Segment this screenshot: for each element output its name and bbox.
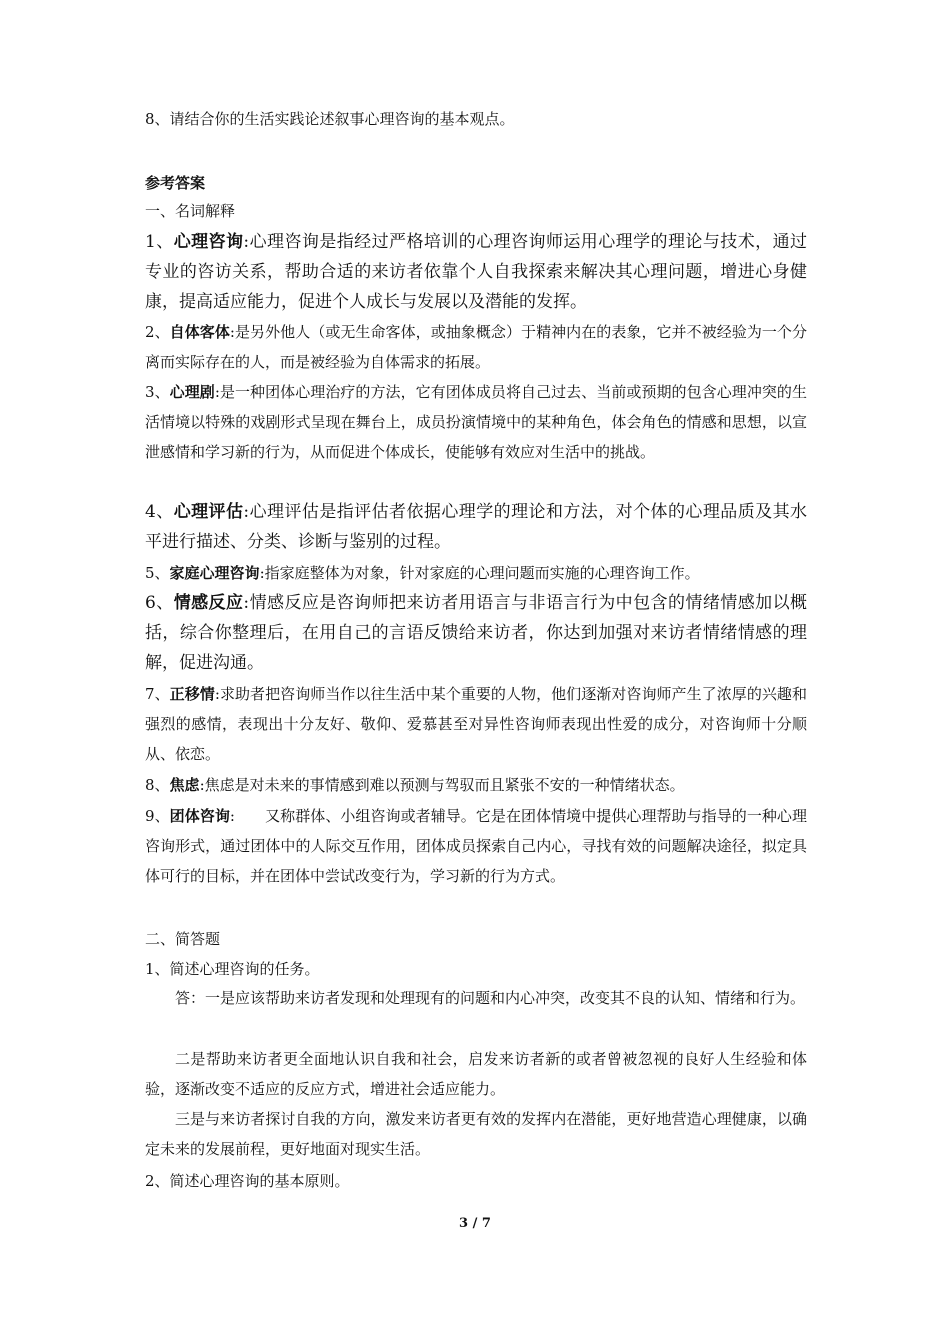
term-text: 又称群体、小组咨询或者辅导。它是在团体情境中提供心理帮助与指导的一种心理咨询形式，通过团体中的人际交互作用，团体成员探索自己内心，寻找有效的问题解决途径，拟定具体可行的目标，并在团体中尝试改变行为，学习新的行为方式。 — [145, 807, 807, 885]
term-text: 心理咨询是指经过严格培训的心理咨询师运用心理学的理论与技术，通过专业的咨访关系，帮助合适的来访者依靠个人自我探索来解决其心理问题，增进心身健康，提高适应能力，促进个人成长与发展以及潜能的发挥。 — [145, 232, 807, 312]
term-label: 自体客体 — [169, 323, 230, 341]
term-text: 心理评估是指评估者依据心理学的理论和方法，对个体的心理品质及其水平进行描述、分类、诊断与鉴别的过程。 — [145, 502, 807, 552]
term-number: 4、 — [145, 502, 174, 522]
term-label: 情感反应 — [173, 593, 244, 613]
term-label: 家庭心理咨询 — [169, 564, 260, 582]
term-number: 5、 — [145, 564, 170, 582]
term-label: 焦虑 — [169, 776, 200, 794]
answer-paragraph: 二是帮助来访者更全面地认识自我和社会，启发来访者新的或者曾被忽视的良好人生经验和体验，逐渐改变不适应的反应方式，增进社会适应能力。 — [145, 1050, 807, 1098]
term-item — [145, 588, 807, 678]
term-number: 2、 — [145, 323, 170, 341]
term-sep: : — [229, 323, 235, 341]
answer-paragraph: 三是与来访者探讨自我的方向，激发来访者更有效的发挥内在潜能，更好地营造心理健康，以确定未来的发展前程，更好地面对现实生活。 — [145, 1110, 807, 1158]
term-item — [145, 770, 807, 800]
term-item — [145, 801, 807, 891]
term-item — [145, 679, 807, 769]
term-sep: : — [214, 685, 220, 703]
term-number: 8、 — [145, 776, 170, 794]
section-1-title: 一、名词解释 — [145, 202, 236, 220]
term-item — [145, 377, 807, 467]
term-number: 6、 — [145, 593, 174, 613]
term-text: 是一种团体心理治疗的方法，它有团体成员将自己过去、当前或预期的包含心理冲突的生活情境以特殊的戏剧形式呈现在舞台上，成员扮演情境中的某种角色，体会角色的情感和思想，以宣泄感情和学习新的行为，从而促进个体成长，使能够有效应对生活中的挑战。 — [145, 383, 807, 461]
term-sep: : — [199, 776, 205, 794]
term-number: 7、 — [145, 685, 170, 703]
term-item — [145, 227, 807, 317]
term-text: 焦虑是对未来的事情感到难以预测与驾驭而且紧张不安的一种情绪状态。 — [204, 776, 685, 794]
page-number: 3 / 7 — [459, 1216, 491, 1231]
term-sep: : — [243, 232, 250, 252]
question-8: 8、请结合你的生活实践论述叙事心理咨询的基本观点。 — [145, 110, 515, 128]
term-text: 指家庭整体为对象，针对家庭的心理问题而实施的心理咨询工作。 — [264, 564, 700, 582]
term-text: 是另外他人（或无生命客体，或抽象概念）于精神内在的表象，它并不被经验为一个分离而实际存在的人，而是被经验为自体需求的拓展。 — [145, 323, 807, 371]
term-label: 团体咨询 — [169, 807, 230, 825]
term-label: 正移情 — [169, 685, 215, 703]
term-number: 9、 — [145, 807, 170, 825]
term-sep: : — [214, 383, 220, 401]
section-2-title: 二、简答题 — [145, 930, 221, 948]
term-sep: : — [229, 807, 235, 825]
short-question-1: 1、简述心理咨询的任务。 — [145, 960, 320, 978]
term-number: 1、 — [145, 232, 174, 252]
term-label: 心理咨询 — [173, 232, 244, 252]
term-number: 3、 — [145, 383, 170, 401]
term-text: 情感反应是咨询师把来访者用语言与非语言行为中包含的情绪情感加以概括，综合你整理后，在用自己的言语反馈给来访者，你达到加强对来访者情绪情感的理解，促进沟通。 — [145, 593, 807, 673]
term-sep: : — [259, 564, 265, 582]
term-text: 求助者把咨询师当作以往生活中某个重要的人物，他们逐渐对咨询师产生了浓厚的兴趣和强烈的感情，表现出十分友好、敬仰、爱慕甚至对异性咨询师表现出性爱的成分，对咨询师十分顺从、依恋。 — [145, 685, 807, 763]
term-sep: : — [243, 502, 250, 522]
term-label: 心理剧 — [169, 383, 215, 401]
term-item — [145, 497, 807, 557]
term-sep: : — [243, 593, 250, 613]
term-item — [145, 317, 807, 377]
short-question-2: 2、简述心理咨询的基本原则。 — [145, 1172, 350, 1190]
term-label: 心理评估 — [173, 502, 244, 522]
term-item — [145, 558, 807, 588]
answers-title: 参考答案 — [145, 174, 206, 192]
answer-paragraph: 答：一是应该帮助来访者发现和处理现有的问题和内心冲突，改变其不良的认知、情绪和行为。 — [175, 989, 806, 1007]
